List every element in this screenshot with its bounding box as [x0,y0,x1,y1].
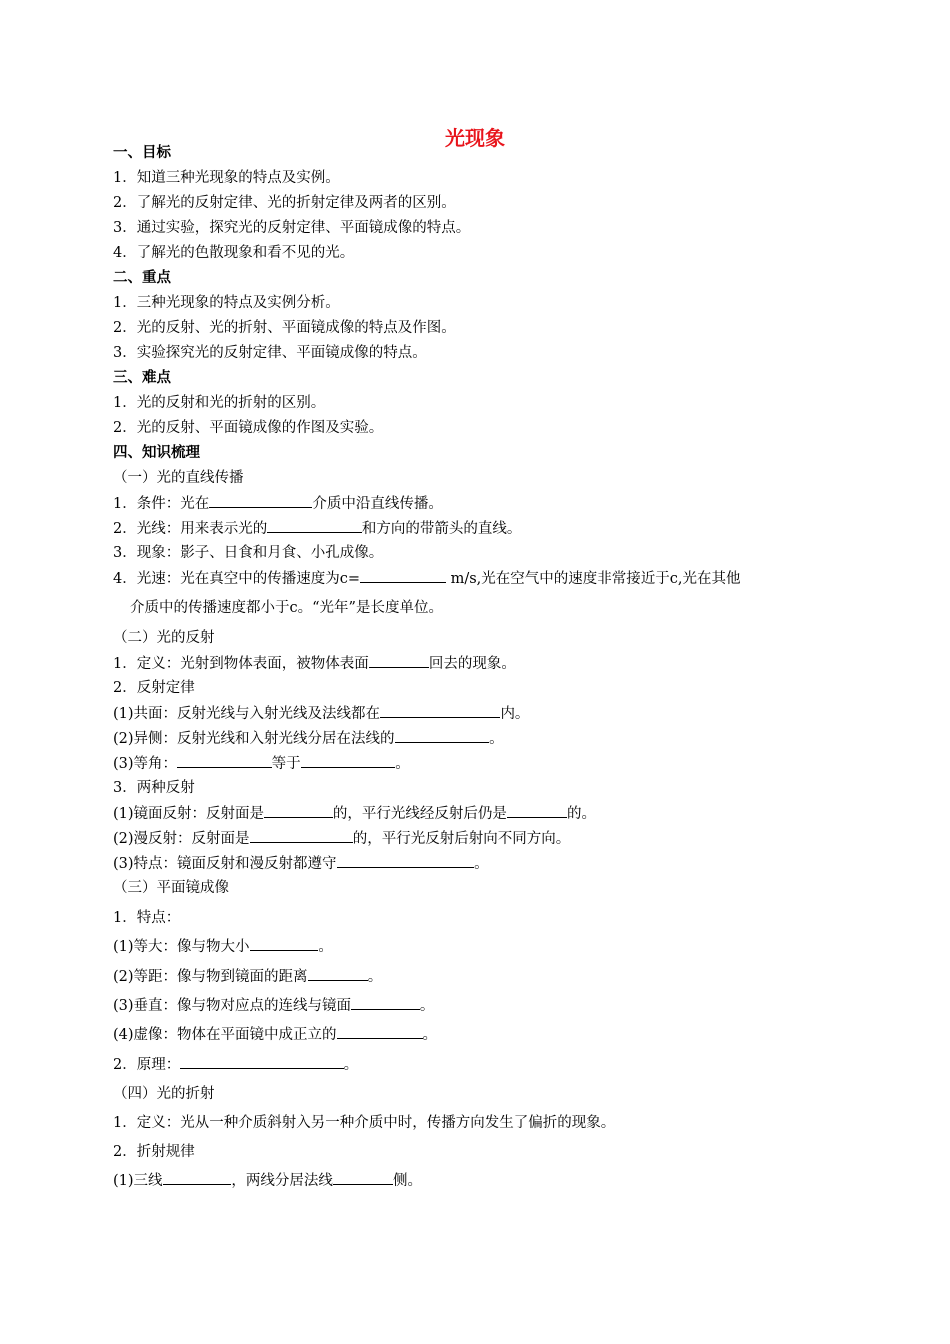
fill-in-blank[interactable] [360,568,446,583]
fill-in-blank[interactable] [301,753,396,768]
line-text-after-blank: ，两线分居法线 [231,1173,333,1189]
text-line [113,753,410,774]
text-line [113,728,504,749]
line-text: 3．两种反射 [113,780,195,796]
line-text-after-blank: 。 [395,756,410,772]
text-line [113,678,195,698]
section-heading [113,143,171,163]
line-text-after-blank: 。 [489,731,504,747]
text-line [113,1084,215,1104]
text-line [113,193,456,213]
line-text-after-blank: 。 [419,998,435,1014]
text-line [113,543,383,563]
section-heading [113,268,171,288]
fill-in-blank[interactable] [180,1054,343,1069]
line-text: (3)垂直：像与物对应点的连线与镜面 [113,998,352,1014]
text-line [113,468,244,488]
line-text: 2．光的反射、光的折射、平面镜成像的特点及作图。 [113,320,456,336]
line-text: (1)共面：反射光线与入射光线及法线都在 [113,706,381,722]
line-text: (3)等角： [113,756,178,772]
text-line [113,1054,358,1075]
text-line [113,878,229,898]
line-text: 1．三种光现象的特点及实例分析。 [113,295,340,311]
fill-in-blank[interactable] [369,653,429,668]
text-line [113,518,521,539]
fill-in-blank[interactable] [163,1170,232,1185]
line-text-after-blank: 。 [343,1057,359,1073]
line-text: 1．光的反射和光的折射的区别。 [113,395,326,411]
line-text: 2．折射规律 [113,1144,195,1160]
line-text: 3．通过实验，探究光的反射定律、平面镜成像的特点。 [113,220,471,236]
line-text: 1．定义：光射到物体表面，被物体表面 [113,656,369,672]
line-text: 四、知识梳理 [113,445,200,461]
line-text-after-blank: m/s,光在空气中的速度非常接近于c,光在其他 [446,571,741,587]
page-title: 光现象 [445,126,505,150]
text-line [113,853,489,874]
line-text: 三、难点 [113,370,171,386]
text-line [113,418,383,438]
text-line [113,628,215,648]
line-text: 1．定义：光从一种介质斜射入另一种介质中时，传播方向发生了偏折的现象。 [113,1115,616,1131]
line-text-after-blank: 和方向的带箭头的直线。 [361,521,522,537]
line-text: 3．实验探究光的反射定律、平面镜成像的特点。 [113,345,427,361]
text-line [113,703,529,724]
text-line [113,393,325,413]
line-text: 3．现象：影子、日食和月食、小孔成像。 [113,545,384,561]
text-line [113,653,516,674]
text-line [113,343,427,363]
line-text-after-blank: 等于 [271,756,301,772]
text-line [113,293,340,313]
line-text: 二、重点 [113,270,171,286]
line-text: （四）光的折射 [113,1086,215,1102]
line-text: （一）光的直线传播 [113,470,244,486]
line-text: （三）平面镜成像 [113,880,229,896]
line-text-after-blank: 。 [422,1027,438,1043]
line-text: 1．条件：光在 [113,496,210,512]
text-line [113,778,195,798]
line-text: 2．反射定律 [113,680,195,696]
line-text: 2．光的反射、平面镜成像的作图及实验。 [113,420,384,436]
line-text-after-blank: 的，平行光线经反射后仍是 [332,806,507,822]
line-text-after-blank: 侧。 [393,1173,423,1189]
line-text: 2．光线：用来表示光的 [113,521,268,537]
line-text: 2．原理： [113,1057,181,1073]
fill-in-blank[interactable] [177,753,272,768]
fill-in-blank[interactable] [507,803,567,818]
line-text: 1．知道三种光现象的特点及实例。 [113,170,340,186]
line-text-after-blank: 。 [367,969,383,985]
line-text-after-blank: 。 [474,856,489,872]
section-heading [113,368,171,388]
line-text: 2．了解光的反射定律、光的折射定律及两者的区别。 [113,195,456,211]
fill-in-blank[interactable] [250,828,353,843]
text-line [113,568,741,589]
line-text: (1)等大：像与物大小 [113,939,250,955]
line-text: (1)三线 [113,1173,163,1189]
text-line [113,828,570,849]
fill-in-blank[interactable] [395,728,490,743]
line-text-after-blank: 。 [318,939,333,955]
line-text-after-blank: 介质中沿直线传播。 [312,496,443,512]
fill-in-blank[interactable] [308,966,368,981]
fill-in-blank[interactable] [264,803,333,818]
text-line [113,493,443,514]
text-line [113,1113,615,1133]
line-text: (2)异侧：反射光线和入射光线分居在法线的 [113,731,395,747]
line-text: (4)虚像：物体在平面镜中成正立的 [113,1027,337,1043]
fill-in-blank[interactable] [351,995,420,1010]
fill-in-blank[interactable] [250,936,319,951]
line-text: 一、目标 [113,145,171,161]
line-text: （二）光的反射 [113,630,215,646]
line-text: (3)特点：镜面反射和漫反射都遵守 [113,856,337,872]
text-line [113,243,354,263]
text-line [113,1024,437,1045]
text-line [113,318,456,338]
line-text: (1)镜面反射：反射面是 [113,806,265,822]
fill-in-blank[interactable] [267,518,362,533]
text-line [113,936,333,957]
fill-in-blank[interactable] [337,1024,423,1039]
text-line [113,803,596,824]
text-line [113,1170,422,1191]
text-line [113,218,470,238]
text-line [113,1142,195,1162]
line-text: 1．特点： [113,910,181,926]
line-text: 介质中的传播速度都小于c。“光年”是长度单位。 [130,600,443,616]
line-text: 4．了解光的色散现象和看不见的光。 [113,245,355,261]
fill-in-blank[interactable] [333,1170,393,1185]
fill-in-blank[interactable] [209,493,312,508]
line-text: (2)漫反射：反射面是 [113,831,250,847]
text-line [113,168,340,188]
text-line [130,598,443,618]
line-text: (2)等距：像与物到镜面的距离 [113,969,308,985]
text-line [113,908,180,928]
line-text-after-blank: 内。 [500,706,530,722]
line-text-after-blank: 的，平行光反射后射向不同方向。 [352,831,571,847]
text-line [113,966,382,987]
line-text-after-blank: 的。 [567,806,597,822]
section-heading [113,443,200,463]
fill-in-blank[interactable] [380,703,500,718]
line-text-after-blank: 回去的现象。 [428,656,516,672]
text-line [113,995,434,1016]
line-text: 4．光速：光在真空中的传播速度为c= [113,571,360,587]
fill-in-blank[interactable] [337,853,475,868]
